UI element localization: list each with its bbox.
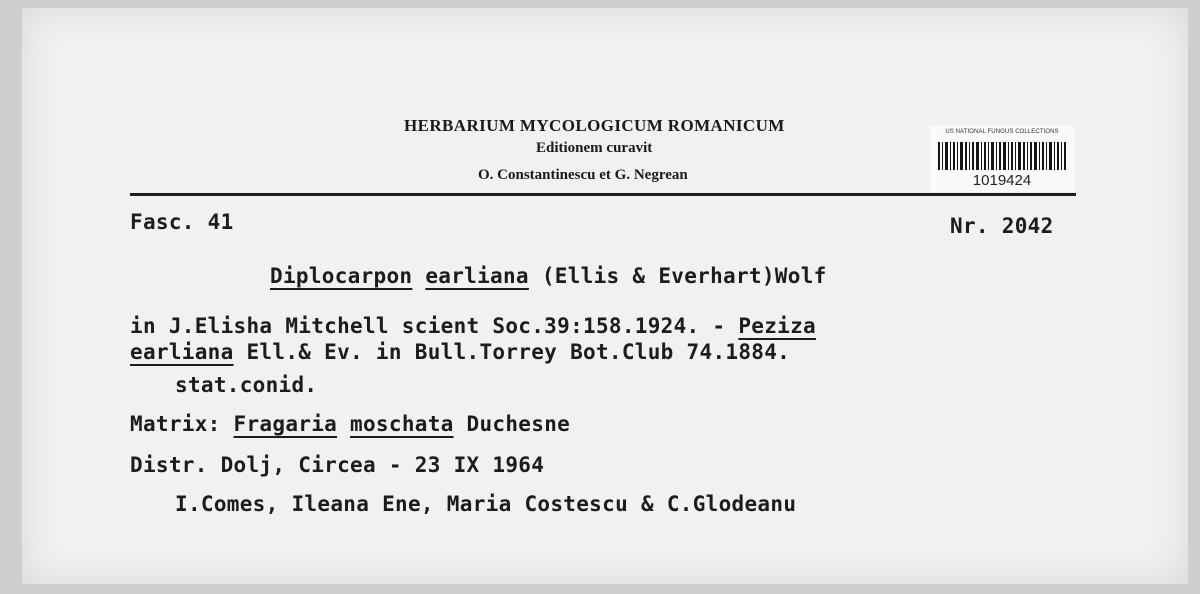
distribution-line: Distr. Dolj, Circea - 23 IX 1964 [130,453,545,477]
specimen-number: Nr. 2042 [950,214,1054,238]
barcode-number: 1019424 [972,172,1032,189]
citation-line-1 [130,314,816,338]
taxon-name-line [270,264,827,288]
collectors-line: I.Comes, Ileana Ene, Maria Costescu & C.Glodeanu [175,492,797,516]
citation-text: in J.Elisha Mitchell scient Soc.39:158.1924. - [130,314,739,338]
barcode-label [930,126,1074,192]
basionym-epithet: earliana [130,340,234,364]
host-authority: Duchesne [453,412,571,436]
header-divider [130,193,1076,196]
matrix-line [130,412,570,436]
taxon-epithet: earliana [425,264,529,288]
matrix-label: Matrix: [130,412,234,436]
citation-line-2 [130,340,790,364]
editors-line: O. Constantinescu et G. Negrean [478,167,688,183]
citation-reference: Ell.& Ev. in Bull.Torrey Bot.Club 74.1884. [233,340,791,364]
host-genus: Fragaria [233,412,338,436]
barcode-icon [938,142,1066,170]
herbarium-title: HERBARIUM MYCOLOGICUM ROMANICUM [404,116,785,135]
editor-caption: Editionem curavit [536,140,653,156]
barcode-institution: US NATIONAL FUNGUS COLLECTIONS [945,129,1059,135]
host-epithet: moschata [350,412,454,436]
taxon-genus: Diplocarpon [270,264,413,288]
stage-note: stat.conid. [175,373,318,397]
fascicle-number: Fasc. 41 [130,210,234,234]
taxon-authority: (Ellis & Everhart)Wolf [541,264,827,288]
basionym-genus: Peziza [738,314,816,338]
